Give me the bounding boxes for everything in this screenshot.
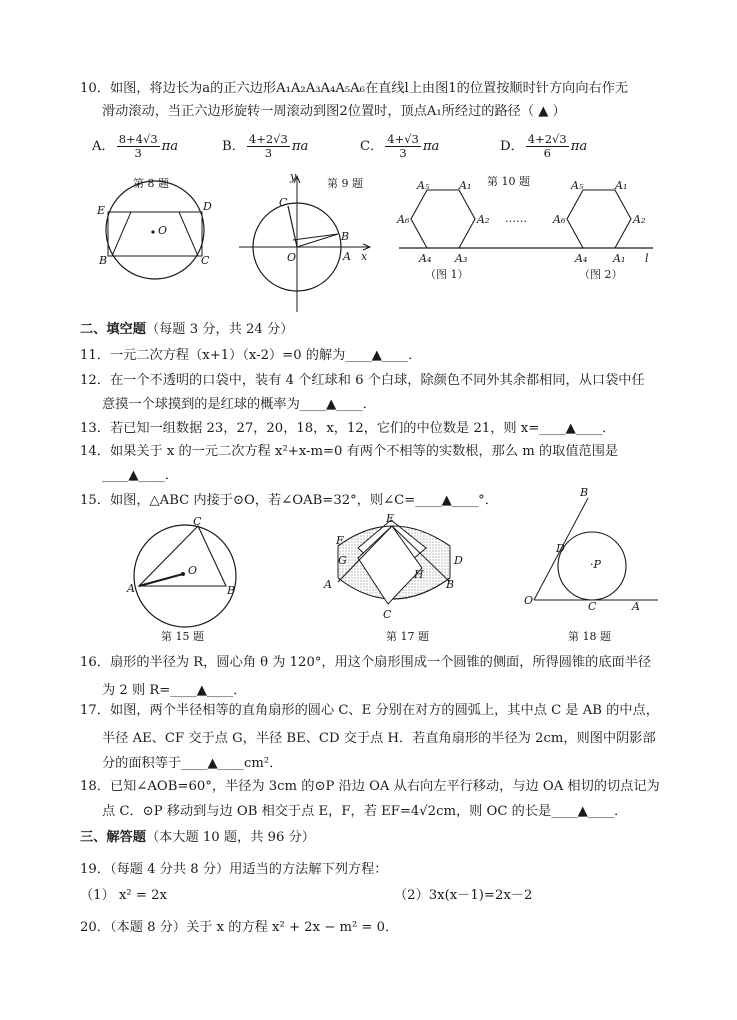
q15: 15．如图，△ABC 内接于⊙O，若∠OAB=32°，则∠C=____▲____°．: [80, 493, 498, 508]
q10-option-d: D． $\frac{4+2√3}{6}$ πa: [500, 132, 588, 160]
figure-10: [395, 170, 660, 285]
fig8-label-d: D: [203, 200, 212, 213]
fig17-caption: 第 17 题: [386, 630, 429, 643]
section2-header: 二、填空题（每题 3 分，共 24 分）: [80, 322, 294, 337]
fig18-label-b: B: [580, 486, 589, 499]
fig9-label-a: A: [343, 250, 351, 263]
fig10-caption-1: （图 1）: [425, 268, 469, 281]
fig10-label-a1-3: A₁: [613, 252, 626, 265]
fig8-label-o: O: [158, 224, 168, 237]
fig10-label-a6-2: A₆: [553, 213, 566, 226]
fig8-label-e: E: [97, 204, 106, 217]
q10-option-c: C． $\frac{4+√3}{3}$ πa: [360, 132, 440, 160]
figure-18: [520, 488, 665, 648]
fig17-label-g: G: [338, 554, 347, 567]
fig17-label-e: E: [386, 512, 395, 525]
q20: 20．（本题 8 分）关于 x 的方程 x² + 2x − m² = 0．: [80, 920, 399, 935]
q12-line1: 12．在一个不透明的口袋中，装有 4 个红球和 6 个白球，除颜色不同外其余都相同，从口袋中任: [80, 373, 645, 388]
q18-line2: 点 C．⊙P 移动到与边 OB 相交于点 E，F，若 EF=4√2cm，则 OC 的长是____▲____．: [102, 804, 628, 819]
figure-8: [95, 170, 225, 280]
section3-header: 三、解答题（本大题 10 题，共 96 分）: [80, 830, 315, 845]
fig10-caption-2: （图 2）: [579, 268, 623, 281]
fig17-label-c: C: [383, 608, 392, 621]
fig9-title: 第 9 题: [327, 177, 363, 190]
fig10-label-a3: A₃: [455, 252, 468, 265]
q14-line2: ____▲____．: [102, 468, 179, 483]
fig10-label-a5: A₅: [417, 179, 430, 192]
fig9-label-b: B: [341, 230, 350, 243]
fig10-title: 第 10 题: [487, 175, 530, 188]
fig18-label-a: A: [632, 600, 640, 613]
fig8-label-b: B: [99, 254, 108, 267]
fig9-label-x: x: [361, 250, 368, 263]
q16-line2: 为 2 则 R=____▲____．: [102, 683, 247, 698]
figure-15: [125, 512, 250, 647]
fig15-label-a: A: [127, 582, 135, 595]
fig17-label-f: F: [336, 534, 344, 547]
q17-line3: 分的面积等于____▲____cm²．: [102, 756, 283, 771]
fig10-label-a6: A₆: [397, 213, 410, 226]
fig15-label-c: C: [193, 515, 202, 528]
q19-sub1: （1） x² = 2x: [80, 888, 167, 903]
q18-line1: 18．已知∠AOB=60°，半径为 3cm 的⊙P 沿边 OA 从右向左平行移动，与边 OA 相切的切点记为: [80, 779, 660, 794]
fig9-label-y: y: [290, 170, 297, 183]
fig18-label-p: ·P: [590, 558, 601, 571]
figure-17: [318, 508, 468, 648]
fig17-label-a: A: [324, 578, 332, 591]
fig9-label-c: C: [279, 196, 288, 209]
fig18-label-o: O: [524, 594, 534, 607]
figure-9: [235, 170, 375, 315]
fig8-title: 第 8 题: [133, 177, 169, 190]
q17-line2: 半径 AE、CF 交于点 G，半径 BE、CD 交于点 H．若直角扇形的半径为 2cm，则图中阴影部: [102, 731, 656, 746]
q10-line1: 10．如图，将边长为a的正六边形A₁A₂A₃A₄A₅A₆在直线l上由图1的位置按顺时针方向向右作无: [80, 81, 629, 96]
q10-option-b: B． $\frac{4+2√3}{3}$ πa: [222, 132, 309, 160]
fig10-dots: ……: [505, 212, 527, 225]
fig8-label-c: C: [201, 254, 210, 267]
fig10-label-a4-2: A₄: [575, 252, 588, 265]
fig18-label-d: D: [556, 542, 565, 555]
fig15-label-b: B: [227, 584, 236, 597]
fig10-label-l: l: [645, 252, 649, 265]
q10-line2: 滑动滚动，当正六边形旋转一周滚动到图2位置时，顶点A₁所经过的路径（ ▲ ）: [102, 104, 566, 119]
fig17-label-b: B: [446, 578, 455, 591]
fig18-caption: 第 18 题: [568, 630, 611, 643]
q10-option-a: A． $\frac{8+4√3}{3}$ πa: [92, 132, 179, 160]
fig17-label-d: D: [454, 554, 463, 567]
fig15-label-o: O: [188, 564, 198, 577]
fig10-label-a1: A₁: [459, 179, 472, 192]
fig17-label-h: H: [414, 568, 424, 581]
fig10-label-a4: A₄: [419, 252, 432, 265]
q17-line1: 17．如图，两个半径相等的直角扇形的圆心 C、E 分别在对方的圆弧上，其中点 C 是 AB 的中点，: [80, 703, 659, 718]
fig18-label-c: C: [588, 600, 597, 613]
q16-line1: 16．扇形的半径为 R，圆心角 θ 为 120°，用这个扇形围成一个圆锥的侧面，所得圆锥的底面半径: [80, 655, 652, 670]
q19-sub2: （2）3x(x－1)=2x－2: [394, 888, 533, 903]
fig10-label-a2: A₂: [477, 213, 490, 226]
q11: 11．一元二次方程（x+1）（x-2）=0 的解为____▲____．: [80, 348, 422, 363]
fig10-label-a1-2: A₁: [615, 179, 628, 192]
fig9-label-o: O: [287, 251, 297, 264]
fig10-label-a5-2: A₅: [571, 179, 584, 192]
q12-line2: 意摸一个球摸到的是红球的概率为____▲____．: [102, 397, 376, 412]
q14-line1: 14．如果关于 x 的一元二次方程 x²+x-m=0 有两个不相等的实数根，那么 m 的取值范围是: [80, 444, 619, 459]
fig15-caption: 第 15 题: [161, 630, 204, 643]
q13: 13．若已知一组数据 23，27，20，18，x，12，它们的中位数是 21，则 x=____▲____．: [80, 421, 616, 436]
fig10-label-a2-2: A₂: [633, 213, 646, 226]
q19: 19．（每题 4 分共 8 分）用适当的方法解下列方程：: [80, 862, 388, 877]
